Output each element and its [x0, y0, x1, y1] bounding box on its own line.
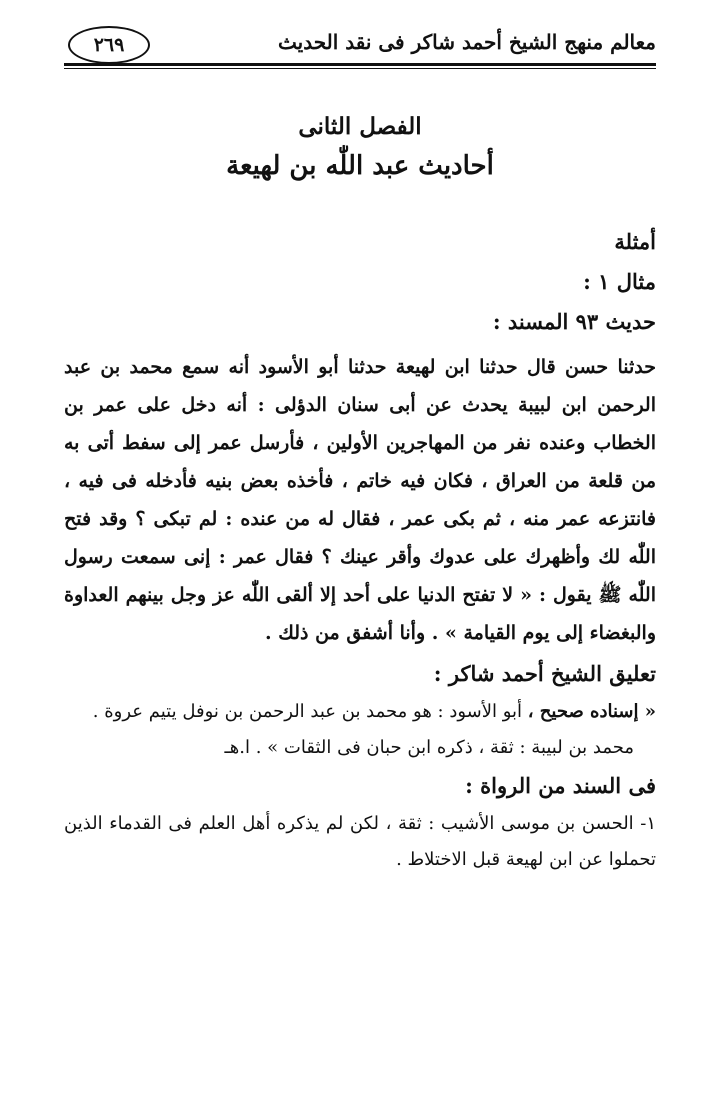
header-rule-thin: [64, 68, 656, 69]
page-header: [64, 22, 656, 66]
narrator-item-1: ١- الحسن بن موسى الأشيب : ثقة ، لكن لم يذكره أهل العلم فى القدماء الذين تحملوا عن ابن لهيعة قبل الاختلاط .: [64, 813, 656, 870]
examples-heading: أمثلة: [614, 229, 656, 254]
hadith-reference: حديث ٩٣ المسند :: [492, 309, 656, 334]
commentary-text: [64, 694, 656, 730]
page-body: [64, 108, 656, 878]
running-title: معالم منهج الشيخ أحمد شاكر فى نقد الحديث: [278, 30, 656, 54]
hadith-text: حدثنا حسن قال حدثنا ابن لهيعة حدثنا أبو الأسود أنه سمع محمد بن عبد الرحمن ابن لبيبة يحدث عن أبى سنان الدؤلى : أنه دخل على عمر بن الخطاب وعنده نفر من المهاجرين الأولين ، فأرسل عمر إلى سفط أتى به من قلعة من العراق ، فكان فيه خاتم ، فأخذه بعض بنيه فأدخله فى فيه ، فانتزعه عمر منه ، ثم بكى عمر ، فقال له من عنده : لم تبكى ؟ وقد فتح اللّٰه لك وأظهرك على عدوك وأقر عينك ؟ فقال عمر : إنى سمعت رسول اللّٰه ﷺ يقول : « لا تفتح الدنيا على أحد إلا ألقى اللّٰه عز وجل بينهم العداوة والبغضاء إلى يوم القيامة » . وأنا أشفق من ذلك .: [64, 356, 656, 644]
commentary-lead: « إسناده صحيح ،: [527, 701, 656, 722]
chapter-label: الفصل الثانى: [298, 113, 422, 140]
narrators-heading: فى السند من الرواة :: [465, 773, 656, 798]
page-number: ٢٦٩: [68, 26, 150, 64]
header-rule-thick: [64, 63, 656, 66]
example-label: مثال ١ :: [583, 269, 656, 294]
commentary-heading: تعليق الشيخ أحمد شاكر :: [433, 661, 656, 686]
commentary-body: أبو الأسود : هو محمد بن عبد الرحمن بن نوفل يتيم عروة .: [92, 701, 528, 722]
commentary-note: محمد بن لبيبة : ثقة ، ذكره ابن حبان فى الثقات » . ا.هـ: [224, 737, 634, 758]
chapter-title: أحاديث عبد اللّٰه بن لهيعة: [226, 151, 494, 181]
